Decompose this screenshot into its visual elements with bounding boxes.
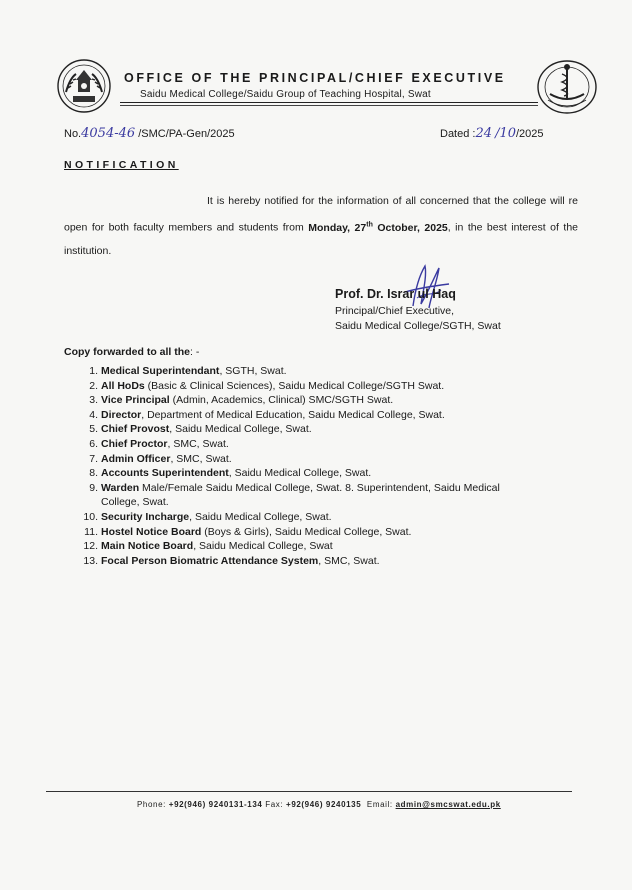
copy-list-item <box>80 364 540 379</box>
reference-suffix: /SMC/PA-Gen/2025 <box>138 128 235 140</box>
dated-line <box>440 126 544 141</box>
dated-label: Dated : <box>440 128 476 140</box>
body-part-1: It is hereby notified for the information of all concerned that the college will re open for both faculty members and students from <box>64 195 578 234</box>
copy-item-recipient: Accounts Superintendent <box>101 467 229 480</box>
copy-item-recipient: All HoDs <box>101 379 145 392</box>
office-title: OFFICE OF THE PRINCIPAL/CHIEF EXECUTIVE <box>124 71 506 85</box>
body-part-2: , in the best interest of the institution. <box>64 221 579 257</box>
signatory-title: Principal/Chief Executive, <box>335 305 455 317</box>
copy-list-item <box>80 437 540 452</box>
reference-number <box>64 126 235 141</box>
copy-item-recipient: Director <box>101 408 142 421</box>
notification-heading: NOTIFICATION <box>64 159 179 171</box>
copy-item-recipient: Chief Proctor <box>101 437 168 450</box>
copy-item-number: 5. <box>89 423 98 436</box>
copy-item-recipient: Hostel Notice Board <box>101 525 202 538</box>
copy-list-item <box>80 466 540 481</box>
copy-item-number: 11. <box>84 525 98 538</box>
signatory-name: Prof. Dr. Israr ul Haq <box>335 287 456 301</box>
copy-forwarded-list <box>80 364 540 568</box>
copy-item-number: 13. <box>83 554 98 567</box>
footer-fax-label: Fax: <box>265 800 284 809</box>
copy-item-number: 10. <box>83 510 98 523</box>
copy-list-item <box>80 422 540 437</box>
footer-contact <box>137 800 501 809</box>
copy-item-recipient: Medical Superintendant <box>101 365 220 377</box>
copy-item-recipient: Warden <box>101 481 140 494</box>
copy-item-recipient: Chief Provost <box>101 423 170 436</box>
copy-item-detail: , SMC, Swat. <box>318 554 380 567</box>
footer-divider <box>46 791 572 792</box>
reference-prefix: No. <box>64 128 82 140</box>
copy-item-number: 4. <box>89 408 98 421</box>
copy-item-detail: , Saidu Medical College, Swat. <box>189 510 332 523</box>
dated-month: /10 <box>495 126 516 141</box>
copy-list-item <box>80 510 540 525</box>
notification-body <box>64 190 578 263</box>
copy-list-item <box>80 481 540 510</box>
header-divider <box>120 102 538 103</box>
copy-list-item <box>80 393 540 408</box>
signatory-organization: Saidu Medical College/SGTH, Swat <box>335 320 501 332</box>
copy-item-detail: , SMC, Swat. <box>170 452 232 465</box>
copy-item-number: 1. <box>89 365 98 377</box>
copy-forwarded-heading: Copy forwarded to all the: - <box>64 346 200 358</box>
college-crest-icon <box>536 58 598 116</box>
kpk-government-emblem-icon <box>56 58 112 114</box>
footer-fax: +92(946) 9240135 <box>286 800 362 809</box>
office-subtitle: Saidu Medical College/Saidu Group of Teaching Hospital, Swat <box>140 89 431 100</box>
copy-list-item <box>80 525 540 540</box>
copy-item-detail: , Department of Medical Education, Saidu Medical College, Swat. <box>141 408 445 421</box>
copy-item-number: 2. <box>89 379 98 392</box>
copy-item-number: 3. <box>89 394 98 407</box>
copy-list-item <box>80 379 540 394</box>
copy-list-item <box>80 408 540 423</box>
copy-item-detail: (Admin, Academics, Clinical) SMC/SGTH Swat. <box>169 394 394 407</box>
copy-item-recipient: Admin Officer <box>101 452 171 465</box>
copy-item-number: 12. <box>83 540 98 553</box>
copy-item-detail: , Saidu Medical College, Swat <box>193 540 333 553</box>
footer-email-label: Email: <box>366 800 393 809</box>
copy-list-item <box>80 539 540 554</box>
copy-item-detail: , SMC, Swat. <box>167 437 229 450</box>
copy-item-recipient: Focal Person Biomatric Attendance System <box>101 554 319 567</box>
copy-item-detail: Male/Female Saidu Medical College, Swat. 8. Superintendent, Saidu Medical College, Swat. <box>101 481 500 509</box>
copy-item-number: 8. <box>89 467 98 480</box>
dated-year: /2025 <box>516 128 544 140</box>
header-divider-thin <box>120 105 538 106</box>
copy-item-detail: (Boys & Girls), Saidu Medical College, Swat. <box>201 525 412 538</box>
copy-item-number: 6. <box>89 437 98 450</box>
copy-item-recipient: Security Incharge <box>101 510 190 523</box>
footer-phone-label: Phone: <box>137 800 166 809</box>
copy-item-detail: , Saidu Medical College, Swat. <box>228 467 372 480</box>
copy-item-number: 7. <box>89 452 98 465</box>
copy-list-item <box>80 452 540 467</box>
copy-item-detail: (Basic & Clinical Sciences), Saidu Medical College/SGTH Swat. <box>144 379 445 392</box>
footer-email-link[interactable]: admin@smcswat.edu.pk <box>395 800 501 809</box>
copy-item-detail: , Saidu Medical College, Swat. <box>169 423 312 436</box>
footer-phone: +92(946) 9240131-134 <box>168 800 263 809</box>
copy-item-recipient: Vice Principal <box>101 394 170 407</box>
body-date: Monday, 27th October, 2025 <box>308 221 448 234</box>
dated-day: 24 <box>475 126 493 141</box>
copy-list-item <box>80 554 540 569</box>
reference-handwritten: 4054-46 <box>81 126 136 141</box>
copy-item-number: 9. <box>89 481 98 494</box>
copy-item-recipient: Main Notice Board <box>101 540 194 553</box>
copy-item-detail: , SGTH, Swat. <box>219 365 287 377</box>
